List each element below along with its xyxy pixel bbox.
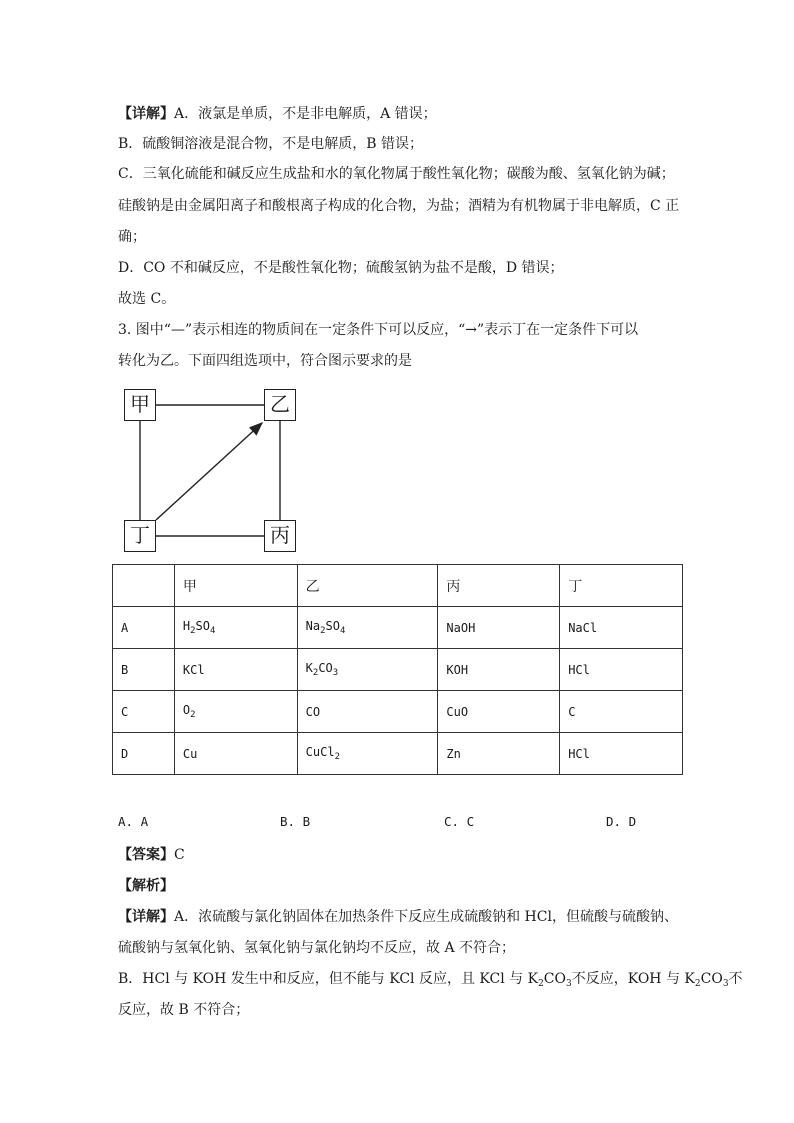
option-d[interactable]: D. D (606, 814, 637, 829)
detail-option-d: D．CO 不和碱反应，不是酸性氧化物；硫酸氢钠为盐不是酸，D 错误； (118, 260, 564, 276)
formula-part: SO (325, 619, 340, 633)
answer-line (118, 845, 688, 865)
subscript: 3 (722, 979, 729, 989)
box-bing: 丙 (264, 520, 296, 552)
formula-subscript: 4 (339, 626, 346, 636)
box-jia: 甲 (124, 389, 156, 421)
formula-subscript: 4 (209, 626, 216, 636)
table-cell (297, 733, 438, 775)
detail2-option-b-line1 (118, 969, 743, 994)
detail-option-c-line1: C．三氧化硫能和碱反应生成盐和水的氧化物属于酸性氧化物；碳酸为酸、氢氧化钠为碱； (118, 166, 675, 182)
formula-subscript: 2 (320, 626, 326, 636)
detail-conclusion: 故选 C。 (118, 291, 176, 307)
formula-part: CuCl (305, 745, 335, 759)
option-b[interactable]: B. B (280, 814, 311, 829)
row-label: A (113, 607, 175, 649)
subscript: 2 (694, 979, 701, 989)
table-row (113, 607, 683, 649)
formula-part: SO (195, 619, 210, 633)
detail2-b-text: CO (700, 971, 723, 987)
detail2-option-a-line2: 硫酸钠与氢氧化钠、氢氧化钠与氯化钠均不反应，故 A 不符合； (118, 940, 516, 956)
table-cell: KOH (438, 649, 560, 691)
detail-option-c-line2: 硅酸钠是由金属阳离子和酸根离子构成的化合物，为盐；酒精为有机物属于非电解质，C 正 (118, 198, 680, 214)
options-table (112, 564, 683, 775)
table-header-cell: 丁 (560, 565, 683, 607)
detail2-b-text: B．HCl 与 KOH 发生中和反应，但不能与 KCl 反应，且 KCl 与 K (118, 971, 539, 987)
detail2-tag: 【详解】 (118, 909, 174, 925)
answer-options (118, 814, 688, 834)
table-cell: HCl (560, 733, 683, 775)
detail2-option-a-text: A．浓硫酸与氯化钠固体在加热条件下反应生成硫酸钠和 HCl，但硫酸与硫酸钠、 (174, 909, 678, 925)
table-header-cell: 甲 (174, 565, 297, 607)
table-cell (297, 649, 438, 691)
analysis-tag: 【解析】 (118, 878, 174, 894)
question-line1: 3. 图中“—”表示相连的物质间在一定条件下可以反应，“→”表示丁在一定条件下可以 (118, 322, 639, 338)
detail2-b-text: 不 (728, 971, 743, 987)
formula-part: K (305, 661, 313, 675)
detail-option-a: A．液氯是单质，不是非电解质，A 错误； (174, 106, 437, 122)
row-label: C (113, 691, 175, 733)
table-cell: KCl (174, 649, 297, 691)
option-a[interactable]: A. A (118, 814, 149, 829)
table-cell: NaCl (560, 607, 683, 649)
detail-option-c-line3: 确； (118, 229, 146, 245)
table-cell (174, 691, 297, 733)
answer-value: C (174, 847, 185, 863)
detail2-b-text: 不反应，KOH 与 K (571, 971, 695, 987)
formula-subscript: 2 (190, 626, 196, 636)
table-row (113, 691, 683, 733)
table-cell: Zn (438, 733, 560, 775)
formula-subscript: 3 (332, 668, 339, 678)
table-cell: NaOH (438, 607, 560, 649)
table-header-row (113, 565, 683, 607)
table-cell (174, 607, 297, 649)
table-cell: Cu (174, 733, 297, 775)
formula-subscript: 2 (312, 668, 319, 678)
formula-part: H (182, 619, 191, 633)
table-header-cell: 乙 (297, 565, 438, 607)
table-row (113, 733, 683, 775)
table-cell: CuO (438, 691, 560, 733)
detail2-b-text: CO (543, 971, 566, 987)
table-header-cell (113, 565, 175, 607)
row-label: B (113, 649, 175, 691)
subscript: 2 (538, 979, 544, 989)
formula-part: CO (318, 661, 333, 675)
table-cell: HCl (560, 649, 683, 691)
question-line2: 转化为乙。下面四组选项中，符合图示要求的是 (118, 353, 412, 369)
table-header-cell: 丙 (438, 565, 560, 607)
box-yi: 乙 (264, 389, 296, 421)
formula-part: Na (305, 619, 321, 633)
detail2-option-b-line2: 反应，故 B 不符合； (118, 1002, 250, 1018)
table-row (113, 649, 683, 691)
reaction-diagram (118, 386, 308, 558)
detail-paragraph-a (118, 104, 688, 124)
formula-subscript: 2 (190, 710, 196, 720)
detail-tag: 【详解】 (118, 106, 174, 122)
arrow-ding-to-yi (156, 423, 262, 520)
table-cell (297, 607, 438, 649)
answer-tag: 【答案】 (118, 847, 174, 863)
subscript: 3 (566, 979, 572, 989)
table-cell: C (560, 691, 683, 733)
detail-option-b: B．硫酸铜溶液是混合物，不是电解质，B 错误； (118, 136, 424, 152)
formula-part: O (182, 703, 191, 717)
table-cell: CO (297, 691, 438, 733)
option-c[interactable]: C. C (444, 814, 475, 829)
formula-subscript: 2 (334, 752, 340, 762)
box-ding: 丁 (124, 520, 156, 552)
detail2-option-a-line1 (118, 907, 688, 927)
row-label: D (113, 733, 175, 775)
